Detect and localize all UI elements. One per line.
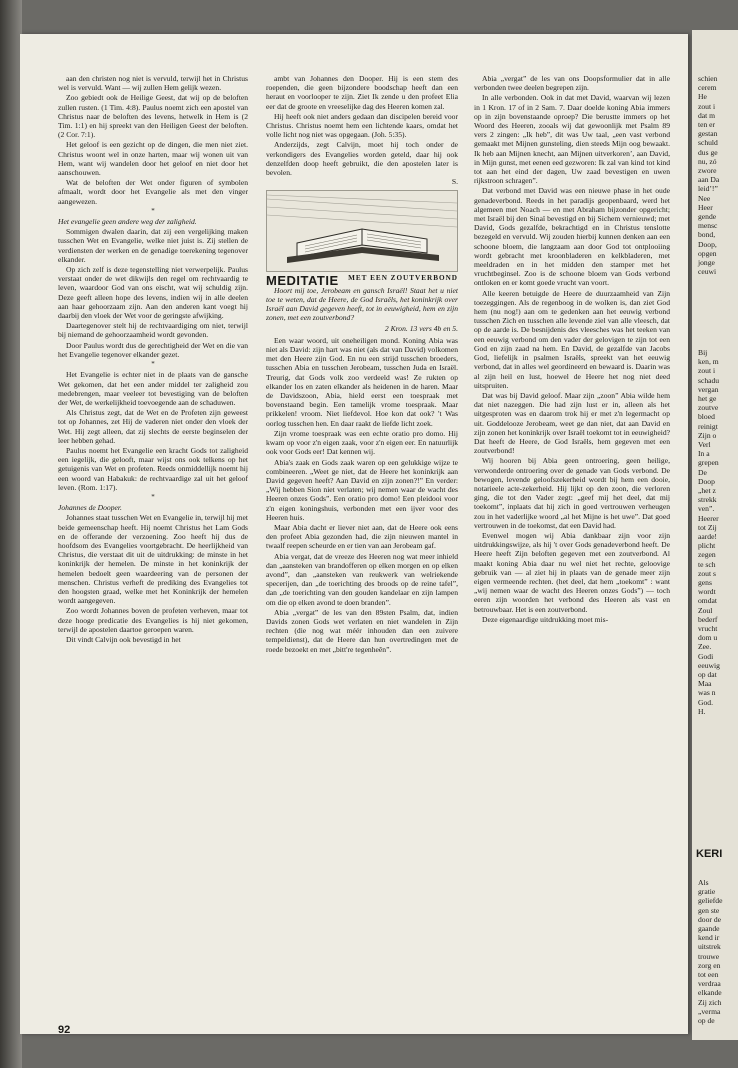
text-fragment: mensc xyxy=(698,221,718,231)
text-fragment: Zoul xyxy=(698,605,713,615)
author-signature: S. xyxy=(451,177,458,187)
paragraph: Abia „vergat” de les van ons Doopsformulier dat in alle verbonden twee deelen begrepen zijn. xyxy=(474,74,670,93)
text-fragment: Heer xyxy=(698,202,713,212)
article-title: MET EEN ZOUTVERBOND xyxy=(348,273,458,282)
paragraph: Een waar woord, uit oneheiligen mond. Koning Abia was niet als David: zijn hart was niet (als dat van David) volkomen met den Heere zijn God. En nu een strijd tusschen broeders, tusschen Abia en tusschen Jerobeam, tusschen Juda en Israël. Treurig, dat Gods volk zoo verdeeld was! Ze rukten op elkander los en zaten elkander als heidenen in de haren. Maar de Davidszoon, Abia, hield eerst een toespraak met bovenstaand begin. Een tamelijk vrome toespraak. Maar prikkelen! vroom. Niet liefdevol. Hoe kon dat ook? 't Was oorlog tusschen hen. En daar raakt de liefde licht zoek. xyxy=(266,335,458,428)
text-fragment: strekk xyxy=(698,495,717,505)
text-fragment: Heerer xyxy=(698,513,719,523)
text-fragment: zorg en xyxy=(698,960,721,970)
text-fragment: geliefde xyxy=(698,896,723,906)
separator-star: * xyxy=(151,206,155,215)
text-fragment: schadu xyxy=(698,375,720,385)
text-fragment: uitstrek xyxy=(698,942,721,952)
column-middle xyxy=(266,74,458,1026)
text-fragment: schien xyxy=(698,74,718,83)
text-fragment: op dat xyxy=(698,670,717,679)
paragraph: Zoo wordt Johannes boven de profeten verheven, maar tot deze hooge predicatie des Evangelies is hij niet gekomen, terwijl de apostelen daartoe geroepen waren. xyxy=(58,606,248,634)
section-heading: MEDITATIE xyxy=(266,273,339,289)
text-fragment: reinigt xyxy=(698,421,718,431)
text-fragment: nu, zó xyxy=(698,156,717,166)
text-fragment: Verl xyxy=(698,440,711,449)
paragraph: aan den christen nog niet is vervuld, terwijl het in Christus wel is vervuld. Want — wij zullen Hem gelijk wezen. xyxy=(58,74,248,93)
text-fragment: „verma xyxy=(698,1006,721,1016)
text-fragment: De xyxy=(698,467,707,477)
text-fragment: zoutve xyxy=(698,403,719,413)
text-fragment: Als xyxy=(698,878,709,887)
text-fragment: gratie xyxy=(698,887,716,897)
text-fragment: zegen xyxy=(698,550,716,560)
text-fragment: verdraa xyxy=(698,979,721,989)
adjacent-page-edge xyxy=(692,30,738,1040)
text-fragment: zout s xyxy=(698,568,716,578)
text-fragment: gens xyxy=(698,578,712,587)
paragraph: Abia vergat, dat de vreeze des Heeren nog wat meer inhield dan „aansteken van brandofferen op elken morgen en op elken avond”, dan „aansteken van reukwerk van welriekende specerijen, dan „de toerichting des broods op de reine tafel”, dan „de toerichting van den gouden kandelaar en zijn lampen om die op elken avond te doen branden”. xyxy=(266,551,458,607)
text-fragment: trouwe xyxy=(698,951,720,961)
paragraph: In alle verbonden. Ook in dat met David, waarvan wij lezen in 1 Kron. 17 of in 2 Sam. 7. Daar doelde koning Abia immers op in zijn bovenstaande oproep? Die berustte immers op het Woord des Heeren, zooals wij dat gewoonlijk met Psalm 89 vers 2 zingen: „Ik heb”, dit was Uw taal, „een vast verbond gemaakt met Mijnen gunsteling, dien steeds Mijn oog bewaakt. Ik heb aan Mijnen knecht, aan Mijnen uitverkoren’, aan David, in Mijn gunst, met eenen eed gezworen: Ik zal van kind tot kind tot aan het eind der dagen, Uw zaad bevestigen en uwen rijkstroon schragen”. xyxy=(474,93,670,186)
text-fragment: bederf xyxy=(698,614,718,624)
paragraph: Abia's zaak en Gods zaak waren op een gelukkige wijze te combineeren. „Weet ge niet, dat de Heere het koninkrijk aan David gegeven heeft? Aan David en zijn zonen?!” En verder: „Wij hebben Sion niet verlaten; wij nemen waar de wacht des Heeren onzes Gods”. Een oratio pro domo! Een pleidooi voor z'n eigen koningshuis, verbonden met een ijver voor des Heeren huis. xyxy=(266,457,458,522)
page-number: 92 xyxy=(58,1024,71,1036)
paragraph: Abia „vergat” de les van den 89sten Psalm, dat, indien Davids zonen Gods wet verlaten en niet wandelen in Zijn rechten (die nog wat méér inhouden dan een zuivere tempeldienst), dat de Heere dan hun overtredingen met de roede bezoekt en met „bitt're tegenheên”. xyxy=(266,607,458,654)
text-fragment: Bij xyxy=(698,348,708,357)
paragraph: Johannes staat tusschen Wet en Evangelie in, terwijl hij met beide gemeenschap heeft. Hij noemt Christus het Lam Gods en de offerande der verzoening. Zoo heeft hij dus de hoofdsom des Evangelies voortgebracht. De heerlijkheid van Christus, die verstaat dit uit de uitdrukking: de minste in het koninkrijk der hemelen. De minste in het koninkrijk der hemelen bedoelt geen waardeering van de personen der menschen. Christus verheft de prediking des Evangelies tot den hoogsten graad, welke met het Koninkrijk der hemelen wordt aangegeven. xyxy=(58,513,248,606)
text-fragment: God. xyxy=(698,697,713,707)
text-fragment: Zee. xyxy=(698,642,712,652)
open-bible-illustration xyxy=(266,190,458,272)
text-fragment: gen ste xyxy=(698,905,720,915)
open-book-icon xyxy=(267,191,457,271)
paragraph: Zoo gebiedt ook de Heilige Geest, dat wij op de beloften zullen rusten. (1 Tim. 4:8). Paulus noemt zich een apostel van Christus naar de beloften des levens, hetwelk in Hem is (2 Tim. 1:1) en hij spreekt van den Heiligen Geest der beloften. (2 Cor. 7:1). xyxy=(58,93,248,140)
paragraph: Als Christus zegt, dat de Wet en de Profeten zijn geweest tot op Johannes, zet Hij de vaderen niet onder den vloek der Wet. Hij zegt alleen, dat zij slechts de eerste beginselen der leer hebben gehad. xyxy=(58,408,248,445)
text-fragment: wordt xyxy=(698,587,716,597)
text-fragment: aarde! xyxy=(698,532,717,541)
scripture-quote: Hoort mij toe, Jerobeam en gansch Israël! Staat het u niet toe te weten, dat de Heere, de God Israëls, het koninkrijk over Israël aan David gegeven heeft, tot in eeuwigheid, hem en zijn zonen, met een zoutverbond? xyxy=(266,285,458,323)
text-fragment: leid’!” xyxy=(698,184,718,194)
scripture-reference: 2 Kron. 13 vers 4b en 5. xyxy=(384,323,458,333)
paragraph: Het geloof is een gezicht op de dingen, die men niet ziet. Christus woont wel in onze harten, maar wij wonen uit van Hem, want wij wandelen door het geloof en niet door het aanschouwen. xyxy=(58,140,248,178)
paragraph: Wij hooren bij Abia geen ontroering, geen heilige, verwonderde ontroering over de genade van Gods verbond. De bewogen, levende geloofszekerheid wordt bij hem een dooie, notarieele acte-zekerheid. Hij lijkt op den zoon, die verloren ging, die tot den Vader zegt: „geef mij het deel, dat mij toekomt”, inplaats dat hij zich in goed vertrouwen verheugen zou in het vaderlijke woord „al het Mijne is het uwe”. Dat goed vertrouwen in de toekomst, dat een David had. xyxy=(474,456,670,530)
text-fragment: het ge xyxy=(698,394,717,403)
text-fragment: gestan xyxy=(698,129,718,139)
text-fragment: Zij zich xyxy=(698,997,722,1007)
column-right xyxy=(474,74,670,1026)
text-fragment: was n xyxy=(698,688,716,698)
paragraph: Paulus noemt het Evangelie een kracht Gods tot zaligheid een iegelijk, die gelooft, maar wijst ons ook telkens op het getuigenis van Wet en profeten. Reeds onmiddellijk noemt hij een woord van Habakuk: de rechtvaardige zal uit het geloof leven. (Rom. 1:17). xyxy=(58,445,248,492)
text-fragment: ken, m xyxy=(698,357,719,367)
text-fragment: bond, xyxy=(698,230,716,240)
paragraph: Op zich zelf is deze tegenstelling niet verwerpelijk. Paulus verstaat onder de wet dikwijls den regel om rechtvaardig te leven, waardoor God van ons eischt, wat wij schuldig zijn. Deze geeft alleen hope des levens, indien wij in alle deelen aan haar gehoorzaam zijn. Aan den anderen kant voegt hij daarbij den vloek der Wet voor de geringste afwijking. xyxy=(58,265,248,321)
text-fragment: grepen xyxy=(698,458,719,468)
paragraph: Sommigen dwalen daarin, dat zij een vergelijking maken tusschen Wet en Evangelie, welke niet juist is. Zij stellen de verdiensten der werken en de genadige toerekening tegenover elkander. xyxy=(58,227,248,264)
paragraph: Deze eigenaardige uitdrukking moet mis- xyxy=(482,614,609,624)
text-fragment: plicht xyxy=(698,541,716,551)
paragraph: Door Paulus wordt dus de gerechtigheid der Wet en die van het Evangelie tegenover elkander gezet. xyxy=(58,340,248,359)
text-fragment: In a xyxy=(698,449,710,459)
separator-star: * xyxy=(151,360,155,369)
text-fragment: Zijn o xyxy=(698,430,717,440)
paragraph: Evenwel mogen wij Abia dankbaar zijn voor zijn uitdrukkingswijze, als hij 't over Gods genadeverbond heeft. De Heere heeft Zijn beloften gegeven met een zoutverbond. Al maakt koning Abia daar nu wel niet het rechte, geloovige gebruik van — al ziet hij in plaats van de genade meer zijn eigen vermeende rechten. (het deel, dat hem „toekomt” : want „wij nemen waar de wacht des Heeren onzes Gods”) — toch eeren zijn woorden het verbond des Heeren als vast en betrouwbaar. Het is een zoutverbond. xyxy=(474,530,670,614)
text-fragment: vrucht xyxy=(698,624,718,633)
paragraph: Anderzijds, zegt Calvijn, moet hij toch onder de verkondigers des Evangelies worden geteld, daar hij ook denzelfden doop heeft gebruikt, die den apostelen later is bevolen. xyxy=(266,140,458,178)
adjacent-heading: KERI xyxy=(696,848,723,860)
paragraph: Dit vindt Calvijn ook bevestigd in het xyxy=(66,634,181,644)
text-fragment: zout i xyxy=(698,101,716,111)
text-fragment: Nee xyxy=(698,193,711,203)
text-fragment: eeuwig xyxy=(698,660,720,670)
text-fragment: H. xyxy=(698,706,706,716)
text-fragment: ven”. xyxy=(698,504,715,514)
text-fragment: gende xyxy=(698,212,717,221)
text-fragment: opgen xyxy=(698,248,717,258)
spread-shadow xyxy=(0,0,22,1068)
text-fragment: ten er xyxy=(698,120,716,129)
paragraph: Het Evangelie is echter niet in de plaats van de gansche Wet gekomen, dat het een ander middel ter zaligheid zou medebrengen, maar veeleer tot bevestiging van de beloften der Wet, de werkelijkheid toevoegende aan de schaduwen. xyxy=(58,370,248,407)
text-fragment: ceuwi xyxy=(698,267,717,277)
text-fragment: gaande xyxy=(698,924,720,933)
paragraph: Dat was bij David geloof. Maar zijn „zoon” Abia wilde hem dat niet nazeggen. Die had zijn lust er in, alleen als het uitgesproten was en daarom trok hij er met z'n legermacht op uit. Goddelooze Jerobeam, weet ge dan niet, dat aan David en zijn zonen het koninkrijk over Israël toekomt tot in eeuwigheid? Dat heeft de Heere, de God Israëls, hem gegeven met een zoutverbond! xyxy=(474,390,670,456)
text-fragment: Doop, xyxy=(698,239,717,249)
text-fragment: te sch xyxy=(698,559,716,569)
text-fragment: vergan xyxy=(698,384,719,394)
text-fragment: „het z xyxy=(698,486,716,495)
text-fragment: kend ir xyxy=(698,933,720,943)
text-fragment: omdat xyxy=(698,596,717,606)
text-fragment: zwore xyxy=(698,166,717,175)
paragraph: Dat verbond met David was een nieuwe phase in het oude genadeverbond. Reeds in het paradijs geopenbaard, werd het algemeen met Noach — en met Abraham bijzonder opgericht; met Israël bij den Sinaï bevestigd en bij Sichem vernieuwd; met David, Gods gezalfde, bekrachtigd en in Christus tenslotte bezegeld en vervuld. Wij zouden hierbij kunnen denken aan een schoone bloem, die langzaam aan door God tot ontplooiing wordt gebracht met kroonbladeren en kelkbladeren, met meeldraden en in het midden den stamper met het vruchtbeginsel. Zoo is de schoone bloem van Gods verbond ontloken en er komt goede vrucht van voort. xyxy=(474,186,670,288)
column-left xyxy=(58,74,248,1026)
text-fragment: He xyxy=(698,92,707,102)
magazine-page xyxy=(20,34,688,1034)
separator-star: * xyxy=(151,492,155,501)
text-fragment: dat m xyxy=(698,110,716,120)
text-fragment: cerem xyxy=(698,83,717,93)
text-fragment: dus ge xyxy=(698,147,718,157)
paragraph: Daartegenover stelt hij de rechtvaardiging om niet, terwijl bij niemand de gehoorzaamheid wordt gevonden. xyxy=(58,321,248,340)
text-fragment: schuld xyxy=(698,138,718,148)
paragraph: Hij heeft ook niet anders gedaan dan discipelen bereid voor Christus. Christus noemt hem een lichtende kaars, omdat het volle licht nog niet was opgegaan. (Joh. 5:35). xyxy=(266,111,458,140)
text-fragment: elkande xyxy=(698,988,722,998)
text-fragment: bloed xyxy=(698,412,715,422)
text-fragment: door de xyxy=(698,914,721,924)
text-fragment: jonge xyxy=(698,258,715,267)
text-fragment: zout i xyxy=(698,366,716,376)
paragraph: Alle keeren betuigde de Heere de duurzaamheid van Zijn toezeggingen. Als de regenboog in de wolken is, dan ziet God hem (nu nog!) aan om te gedenken aan het eeuwig verbond tusschen Zich en tusschen alle levende ziel van alle vleesch, dat op de aarde is. De besnijdenis des vleesches was het teeken van een eeuwig verbond om den vader der gelovigen te zijn tot een God en zijn zaad na hem. En David, de gezalfde van Jacobs God, liefelijk in psalmen Israëls, spreekt van het eeuwig verbond, dat in alles wel geordineerd en bewaard is. Daarin was al zijn heil en lust, hoewel de Heere het nog niet deed uitspruiten. xyxy=(474,288,670,390)
subheading: Johannes de Dooper. xyxy=(58,503,122,513)
text-fragment: dom u xyxy=(698,633,718,643)
paragraph: ambt van Johannes den Dooper. Hij is een stem des roependen, die geen bijzondere boodschap heeft dan een heraut en voorlooper te zijn. Ziet Ik zende u den profeet Elia eer dat de groote en vreeselijke dag des Heeren komen zal. xyxy=(266,74,458,111)
text-fragment: tot een xyxy=(698,970,719,979)
text-fragment: Maa xyxy=(698,679,712,689)
text-fragment: op de xyxy=(698,1016,715,1025)
text-fragment: Godi xyxy=(698,651,714,661)
text-fragment: tot Zij xyxy=(698,522,717,532)
text-fragment: Doop xyxy=(698,476,715,486)
paragraph: Zijn vrome toespraak was een echte oratio pro domo. Hij kwam op voor z'n eigen zaak, voor z'n eigen eer. En natuurlijk ook voor Gods eer! Dat kennen wij. xyxy=(266,428,458,457)
text-fragment: aan Da xyxy=(698,175,720,185)
subheading: Het evangelie geen andere weg der zaligheid. xyxy=(58,217,197,227)
paragraph: Wat de beloften der Wet onder figuren of symbolen afmaalt, wordt door het Evangelie als met den vinger aangewezen. xyxy=(58,178,248,206)
paragraph: Maar Abia dacht er liever niet aan, dat de Heere ook eens den profeet Abia gezonden had, die zijn nieuwen mantel in twaalf reepen scheurde en er tien van aan Jerobeam gaf. xyxy=(266,522,458,551)
